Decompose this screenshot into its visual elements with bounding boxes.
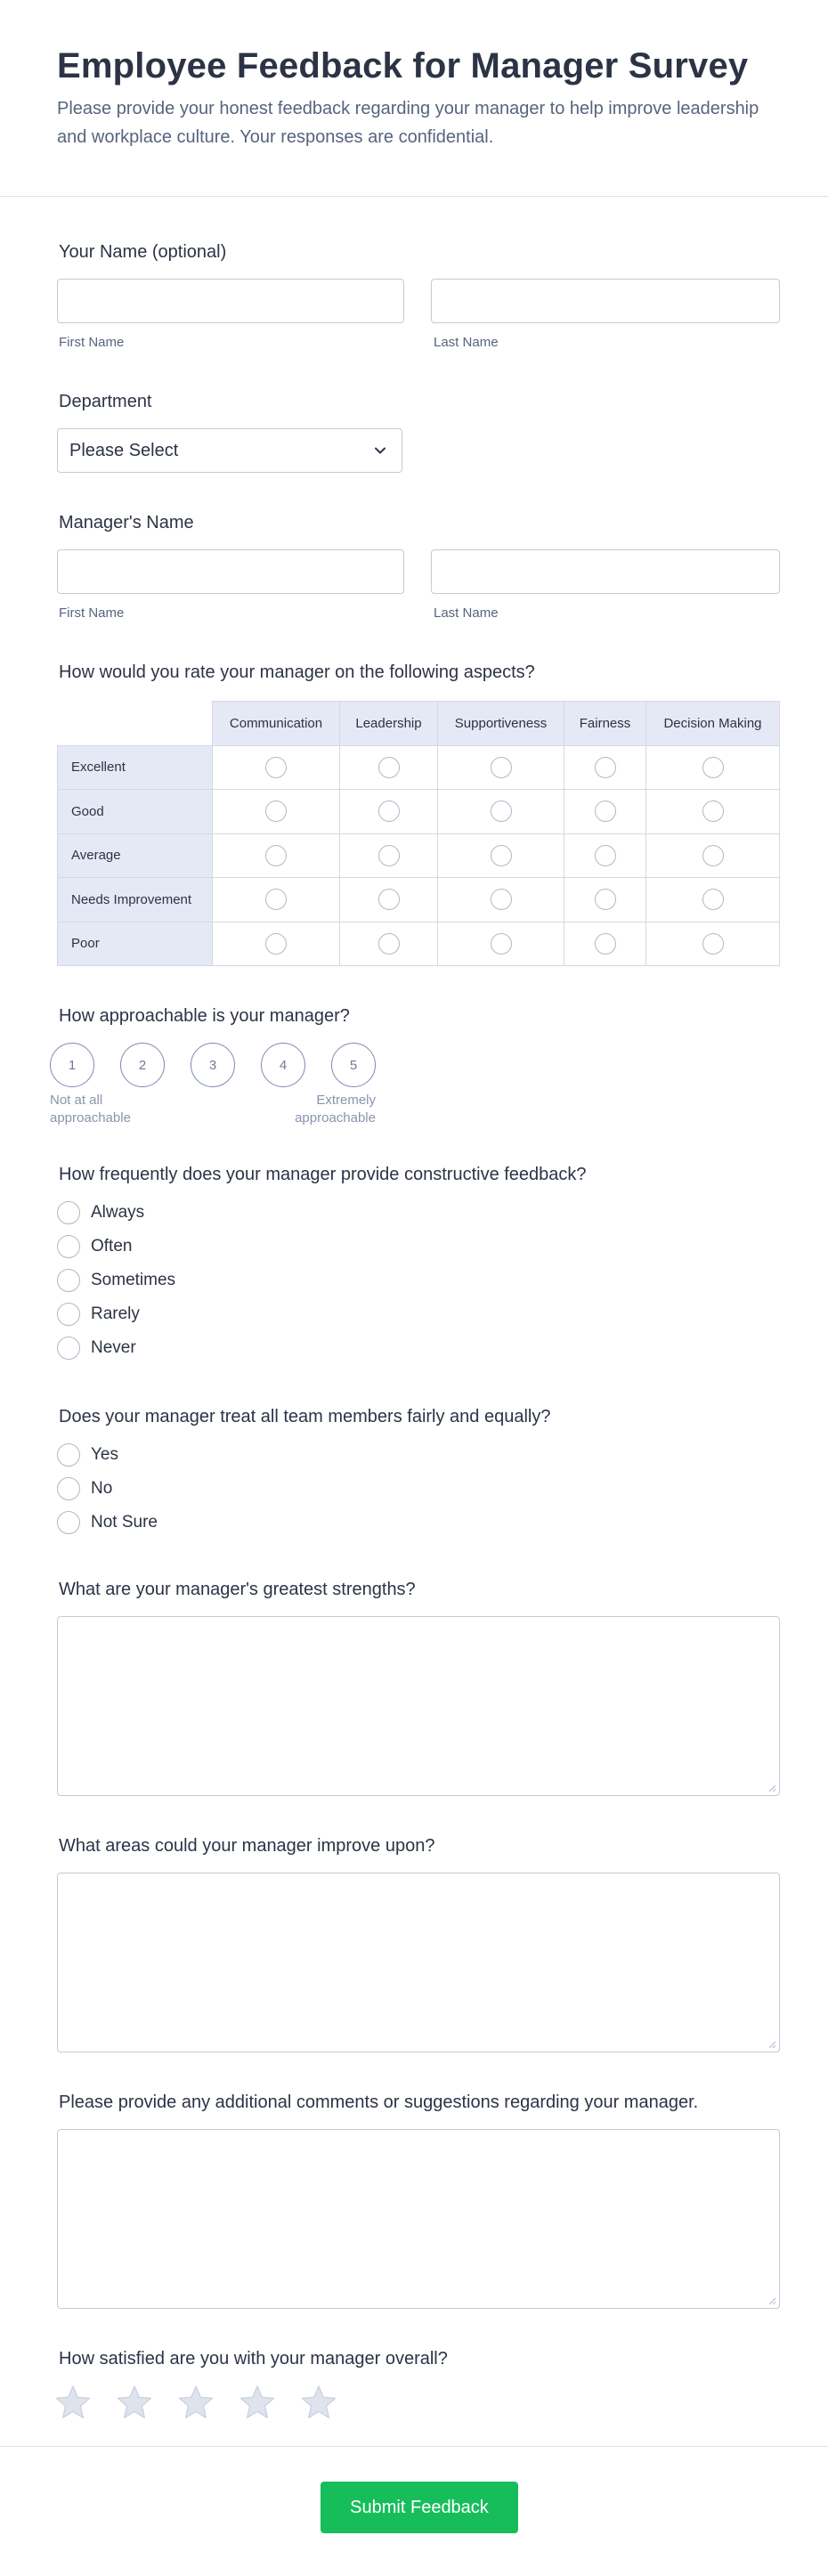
submit-button[interactable]: Submit Feedback xyxy=(321,2482,518,2533)
radio-button[interactable] xyxy=(57,1337,80,1360)
star-rating xyxy=(55,2385,358,2422)
scale-option-1[interactable]: 1 xyxy=(50,1043,94,1087)
matrix-row-label: Good xyxy=(58,790,213,834)
header-divider xyxy=(0,196,828,197)
matrix-row-label: Needs Improvement xyxy=(58,878,213,922)
scale-max-caption: Extremely approachable xyxy=(295,1093,376,1125)
frequency-option-rarely[interactable] xyxy=(57,1302,140,1327)
scale-option-4[interactable]: 4 xyxy=(261,1043,305,1087)
resize-handle-icon[interactable] xyxy=(767,2040,776,2049)
comments-label: Please provide any additional comments or suggestions regarding your manager. xyxy=(59,2092,699,2112)
your-last-name-input[interactable] xyxy=(431,279,780,323)
matrix-radio-excellent-supportiveness[interactable] xyxy=(491,757,512,778)
manager-first-name-input[interactable] xyxy=(57,549,404,594)
radio-button[interactable] xyxy=(57,1269,80,1292)
fairness-label: Does your manager treat all team members fairly and equally? xyxy=(59,1407,551,1426)
matrix-radio-needs-improvement-communication[interactable] xyxy=(265,889,287,910)
matrix-radio-good-communication[interactable] xyxy=(265,800,287,822)
matrix-radio-excellent-communication[interactable] xyxy=(265,757,287,778)
scale-option-3[interactable]: 3 xyxy=(191,1043,235,1087)
option-label: Not Sure xyxy=(91,1513,158,1532)
scale-option-5[interactable]: 5 xyxy=(331,1043,376,1087)
strengths-textarea[interactable] xyxy=(57,1616,780,1796)
matrix-radio-average-fairness[interactable] xyxy=(595,845,616,866)
frequency-option-often[interactable] xyxy=(57,1234,132,1259)
matrix-corner xyxy=(58,702,213,746)
matrix-row-good xyxy=(58,790,780,834)
matrix-radio-good-leadership[interactable] xyxy=(378,800,400,822)
matrix-radio-excellent-decision-making[interactable] xyxy=(702,757,724,778)
your-first-name-sublabel: First Name xyxy=(59,335,125,350)
matrix-radio-good-fairness[interactable] xyxy=(595,800,616,822)
frequency-option-never[interactable] xyxy=(57,1336,136,1361)
matrix-radio-needs-improvement-fairness[interactable] xyxy=(595,889,616,910)
page-description: Please provide your honest feedback regarding your manager to help improve leadership and workplace culture. Your responses are confidential. xyxy=(57,99,759,147)
matrix-header-row xyxy=(58,702,780,746)
comments-textarea[interactable] xyxy=(57,2129,780,2309)
star-icon[interactable] xyxy=(239,2385,275,2420)
footer-divider xyxy=(0,2446,828,2447)
fairness-option-not-sure[interactable] xyxy=(57,1510,158,1535)
improvements-textarea[interactable] xyxy=(57,1873,780,2052)
matrix-col-communication: Communication xyxy=(213,702,340,746)
scale-min-caption: Not at all approachable xyxy=(50,1093,131,1125)
strengths-label: What are your manager's greatest strengths? xyxy=(59,1580,416,1599)
star-icon[interactable] xyxy=(178,2385,214,2420)
star-icon[interactable] xyxy=(55,2385,91,2420)
radio-button[interactable] xyxy=(57,1511,80,1534)
matrix-col-supportiveness: Supportiveness xyxy=(438,702,564,746)
star-icon[interactable] xyxy=(301,2385,337,2420)
matrix-row-poor xyxy=(58,922,780,966)
page-title: Employee Feedback for Manager Survey xyxy=(57,46,749,85)
manager-last-name-input[interactable] xyxy=(431,549,780,594)
matrix-radio-excellent-leadership[interactable] xyxy=(378,757,400,778)
your-last-name-sublabel: Last Name xyxy=(434,335,499,350)
resize-handle-icon[interactable] xyxy=(767,2296,776,2305)
radio-button[interactable] xyxy=(57,1303,80,1326)
your-name-label: Your Name (optional) xyxy=(59,242,227,262)
scale-option-2[interactable]: 2 xyxy=(120,1043,165,1087)
matrix-radio-good-decision-making[interactable] xyxy=(702,800,724,822)
matrix-col-leadership: Leadership xyxy=(340,702,438,746)
manager-name-label: Manager's Name xyxy=(59,513,194,532)
radio-button[interactable] xyxy=(57,1201,80,1224)
matrix-radio-average-decision-making[interactable] xyxy=(702,845,724,866)
frequency-option-sometimes[interactable] xyxy=(57,1268,175,1293)
approachable-label: How approachable is your manager? xyxy=(59,1006,350,1026)
matrix-radio-needs-improvement-leadership[interactable] xyxy=(378,889,400,910)
matrix-col-fairness: Fairness xyxy=(564,702,646,746)
option-label: Often xyxy=(91,1237,133,1255)
matrix-row-label: Average xyxy=(58,833,213,878)
matrix-radio-poor-supportiveness[interactable] xyxy=(491,933,512,955)
matrix-radio-excellent-fairness[interactable] xyxy=(595,757,616,778)
option-label: Rarely xyxy=(91,1304,140,1323)
option-label: No xyxy=(91,1479,113,1498)
radio-button[interactable] xyxy=(57,1443,80,1467)
your-first-name-input[interactable] xyxy=(57,279,404,323)
matrix-radio-poor-communication[interactable] xyxy=(265,933,287,955)
radio-button[interactable] xyxy=(57,1477,80,1500)
manager-first-name-sublabel: First Name xyxy=(59,605,125,621)
improvements-label: What areas could your manager improve upon? xyxy=(59,1836,435,1856)
department-select[interactable] xyxy=(57,428,402,473)
department-selected-value: Please Select xyxy=(69,441,179,460)
frequency-option-always[interactable] xyxy=(57,1200,144,1225)
matrix-row-label: Excellent xyxy=(58,745,213,790)
option-label: Yes xyxy=(91,1445,118,1464)
matrix-radio-poor-fairness[interactable] xyxy=(595,933,616,955)
matrix-radio-average-communication[interactable] xyxy=(265,845,287,866)
matrix-radio-poor-leadership[interactable] xyxy=(378,933,400,955)
resize-handle-icon[interactable] xyxy=(767,1784,776,1792)
radio-button[interactable] xyxy=(57,1235,80,1258)
feedback-frequency-label: How frequently does your manager provide constructive feedback? xyxy=(59,1165,587,1184)
option-label: Always xyxy=(91,1203,145,1222)
department-label: Department xyxy=(59,392,152,411)
rating-matrix xyxy=(57,701,780,966)
satisfaction-label: How satisfied are you with your manager overall? xyxy=(59,2349,448,2369)
matrix-row-average xyxy=(58,833,780,878)
fairness-option-yes[interactable] xyxy=(57,1442,118,1467)
manager-last-name-sublabel: Last Name xyxy=(434,605,499,621)
matrix-radio-average-leadership[interactable] xyxy=(378,845,400,866)
chevron-down-icon xyxy=(371,442,389,459)
star-icon[interactable] xyxy=(117,2385,152,2420)
matrix-radio-poor-decision-making[interactable] xyxy=(702,933,724,955)
matrix-radio-needs-improvement-supportiveness[interactable] xyxy=(491,889,512,910)
matrix-row-label: Poor xyxy=(58,922,213,966)
option-label: Sometimes xyxy=(91,1271,176,1289)
rating-matrix-label: How would you rate your manager on the following aspects? xyxy=(59,662,535,682)
matrix-radio-good-supportiveness[interactable] xyxy=(491,800,512,822)
matrix-col-decision-making: Decision Making xyxy=(646,702,780,746)
matrix-radio-average-supportiveness[interactable] xyxy=(491,845,512,866)
fairness-option-no[interactable] xyxy=(57,1476,112,1501)
option-label: Never xyxy=(91,1338,136,1357)
matrix-row-needs-improvement xyxy=(58,878,780,922)
matrix-row-excellent xyxy=(58,745,780,790)
matrix-radio-needs-improvement-decision-making[interactable] xyxy=(702,889,724,910)
